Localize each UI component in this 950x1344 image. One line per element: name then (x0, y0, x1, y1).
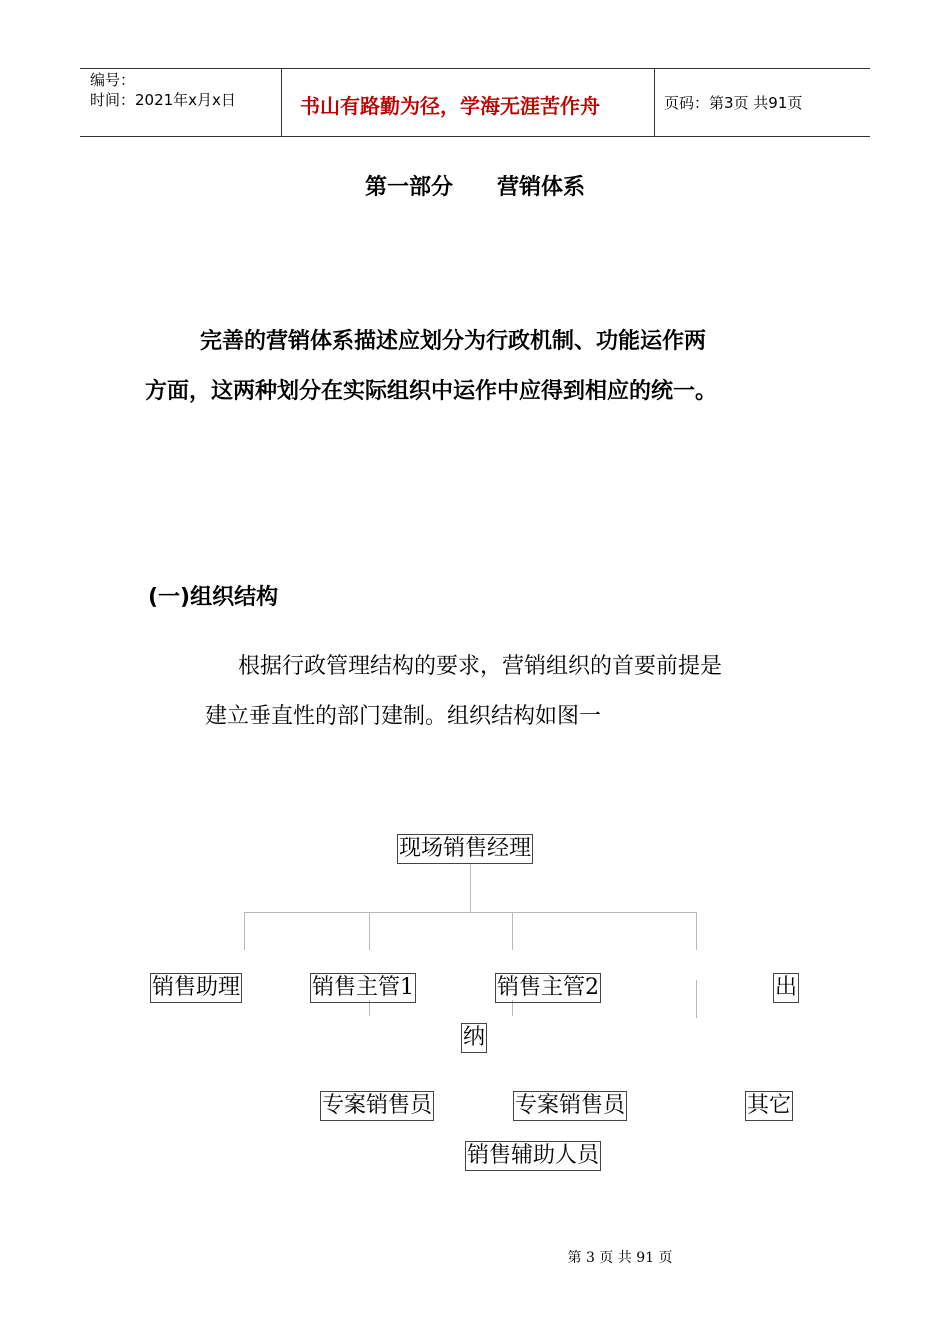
org-node-supervisor-2: 销售主管2 (495, 973, 601, 1003)
org-connector-sub-3 (696, 980, 697, 1018)
section-heading: (一)组织结构 (148, 585, 279, 610)
org-node-cashier-part-1: 出 (773, 973, 799, 1003)
part-title: 第一部分 营销体系 (364, 175, 585, 200)
header-top-border (80, 68, 870, 69)
org-node-supervisor-1: 销售主管1 (310, 973, 416, 1003)
header-divider-1 (281, 68, 282, 136)
org-node-specialist-1: 专案销售员 (320, 1091, 434, 1121)
org-connector-drop-1 (244, 912, 245, 950)
org-node-specialist-2: 专案销售员 (513, 1091, 627, 1121)
page-footer: 第 3 页 共 91 页 (567, 1250, 673, 1266)
org-node-assistant: 销售助理 (150, 973, 242, 1003)
header-bottom-border (80, 136, 870, 137)
intro-line-1: 完善的营销体系描述应划分为行政机制、功能运作两 (200, 329, 707, 354)
org-connector-drop-4 (696, 912, 697, 950)
section-para-line-1: 根据行政管理结构的要求，营销组织的首要前提是 (238, 654, 723, 679)
header-motto: 书山有路勤为径，学海无涯苦作舟 (300, 94, 600, 118)
header-divider-2 (654, 68, 655, 136)
org-node-other: 其它 (745, 1091, 793, 1121)
org-connector-drop-2 (369, 912, 370, 950)
org-connector-top-vertical (470, 864, 471, 912)
org-node-manager: 现场销售经理 (397, 834, 533, 864)
header-code-label: 编号： (90, 71, 136, 89)
header-date-label: 时间：2021年x月x日 (90, 91, 236, 109)
header-page-info: 页码：第3页 共91页 (664, 94, 803, 112)
section-para-line-2: 建立垂直性的部门建制。组织结构如图一 (205, 704, 602, 729)
org-node-cashier-part-2: 纳 (461, 1023, 487, 1053)
org-connector-horizontal (244, 912, 697, 913)
intro-line-2: 方面，这两种划分在实际组织中运作中应得到相应的统一。 (145, 379, 718, 404)
org-node-support: 销售辅助人员 (465, 1141, 601, 1171)
org-connector-drop-3 (512, 912, 513, 950)
